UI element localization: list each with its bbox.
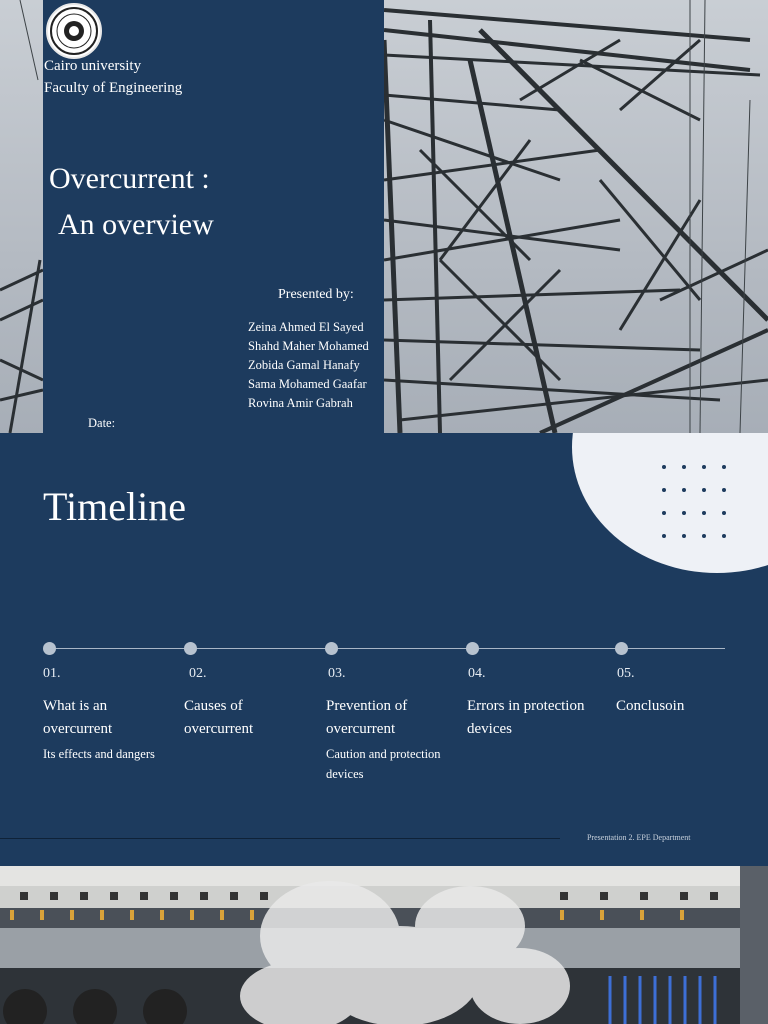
- presenter-name: Sama Mohamed Gaafar: [248, 377, 367, 391]
- timeline-marker: [466, 642, 479, 655]
- footer-divider: [0, 838, 560, 839]
- presenter-name: Shahd Maher Mohamed: [248, 339, 369, 353]
- smoking-electrical-panel-image: [0, 866, 768, 1024]
- timeline-number: 03.: [328, 666, 346, 681]
- timeline-heading: Causes of overcurrent: [184, 698, 254, 737]
- timeline-slide: [0, 433, 768, 866]
- timeline-number: 05.: [617, 666, 635, 681]
- presenter-name: Rovina Amir Gabrah: [248, 396, 353, 410]
- timeline-title: Timeline: [43, 484, 186, 529]
- timeline-subtext: Its effects and dangers: [43, 747, 155, 761]
- timeline-heading: Prevention of overcurrent: [326, 698, 408, 737]
- timeline-number: 01.: [43, 666, 61, 681]
- timeline-marker: [615, 642, 628, 655]
- title-slide: [0, 0, 768, 433]
- presenter-name: Zobida Gamal Hanafy: [248, 358, 360, 372]
- slide-title-line1: Overcurrent :: [49, 162, 210, 195]
- timeline-heading: What is an overcurrent: [43, 698, 113, 737]
- date-label: Date:: [88, 416, 116, 430]
- slide-title-line2: An overview: [58, 208, 214, 241]
- electrical-panel-slide: [0, 866, 768, 1024]
- timeline-subtext: Caution and protection devices: [326, 747, 441, 781]
- presenter-name: Zeina Ahmed El Sayed: [248, 320, 364, 334]
- faculty-name: Faculty of Engineering: [44, 80, 183, 96]
- timeline-heading: Errors in protection devices: [467, 698, 585, 737]
- timeline-heading: Conclusoin: [616, 698, 685, 714]
- timeline-marker: [184, 642, 197, 655]
- university-name: Cairo university: [44, 58, 142, 74]
- slide-footer: Presentation 2. EPE Department: [587, 833, 691, 842]
- dot-grid-decoration: [660, 463, 732, 543]
- timeline-marker: [43, 642, 56, 655]
- timeline-number: 02.: [189, 666, 207, 681]
- university-seal-icon: [46, 3, 102, 59]
- presented-by-label: Presented by:: [278, 287, 354, 302]
- timeline-marker: [325, 642, 338, 655]
- timeline-number: 04.: [468, 666, 486, 681]
